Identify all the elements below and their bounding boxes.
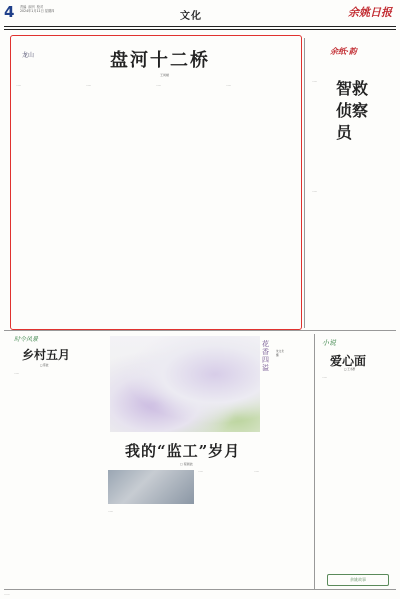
village-body: …… (14, 372, 20, 375)
column-logo: 龙山 (22, 52, 35, 59)
page-meta (20, 5, 140, 14)
header-rule (4, 26, 396, 27)
bottom-article-author: □ 程晨波 (180, 462, 193, 466)
footer-rule (4, 589, 396, 590)
mid-column-label: 时令风景 (14, 336, 39, 343)
bottom-article-photo (108, 470, 194, 504)
top-article-title: 盘河十二桥 (110, 50, 210, 71)
top-article-col-1: …… (16, 84, 22, 87)
right-column-divider (304, 38, 305, 328)
small-section-author: □ 王书群 (344, 368, 356, 371)
top-article-col-2: …… (86, 84, 92, 87)
small-column-label: 小说 (322, 339, 336, 347)
right-article-col-1: …… (312, 80, 318, 83)
footer-text: …… (4, 592, 10, 596)
page-meta-line2: 2024年1月11日 星期四 (20, 9, 55, 14)
bottom-article-col-3: …… (254, 470, 260, 473)
section-title: 文化 (180, 11, 202, 22)
right-article-col-2: …… (312, 190, 318, 193)
small-section-divider (314, 334, 315, 590)
newspaper-logo: 余姚日报 (348, 6, 392, 19)
bottom-article-col-2: …… (198, 470, 204, 473)
small-section-title: 爱心面 (330, 354, 367, 368)
bottom-article-col-1: …… (108, 510, 114, 513)
village-title: 乡村五月 (22, 348, 71, 362)
photo-credit: 朱文龙 摄 (276, 350, 284, 357)
top-article-col-4: …… (226, 84, 232, 87)
right-column-brand: 余纸·韵 (330, 46, 357, 56)
top-article-col-3: …… (156, 84, 162, 87)
header-rule-thin (4, 29, 396, 30)
mid-divider (4, 330, 396, 331)
top-article-author: 王尚楷 (160, 73, 170, 77)
deco-badge: 余姚故事 (327, 574, 389, 586)
lilac-photo (110, 336, 260, 432)
page-number: 4 (4, 3, 15, 21)
bottom-article-title: 我的“监工”岁月 (125, 442, 241, 460)
photo-vertical-caption: 花香四溢 (262, 340, 269, 372)
page-meta-line1: 责编 ​ 副刊 ​ 校对 (20, 5, 44, 9)
small-section-body: …… (322, 376, 328, 379)
village-author: □ 陈波 (40, 364, 49, 367)
right-article-title: 智救侦察员 (336, 79, 369, 142)
